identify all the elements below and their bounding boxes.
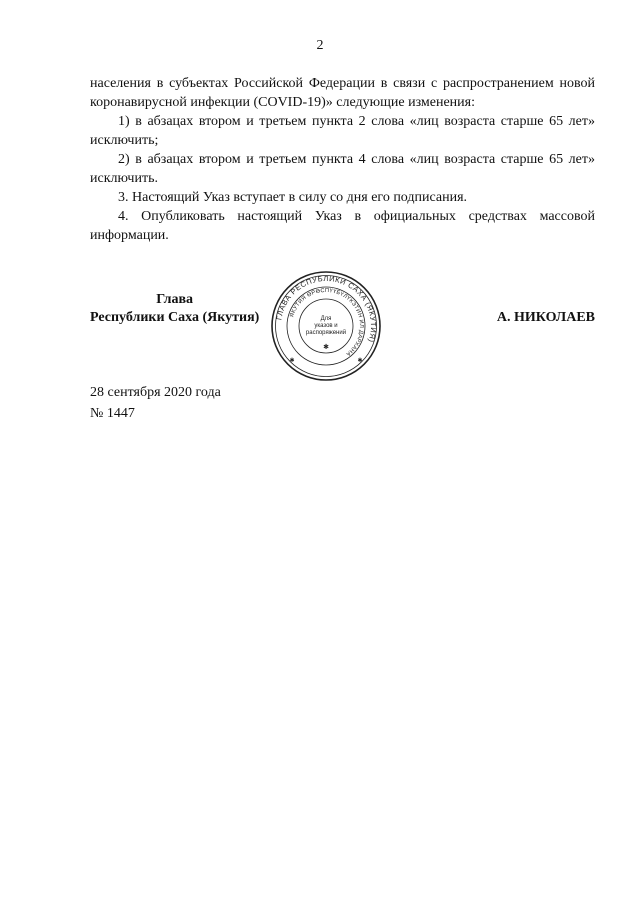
signature-block (90, 273, 595, 386)
signer-title-line1: Глава (156, 292, 194, 307)
paragraph-item-1: 1) в абзацах втором и третьем пункта 2 слова «лиц возраста старше 65 лет» исключить; (90, 114, 595, 148)
document-date: 28 сентября 2020 года (90, 385, 221, 400)
paragraph-item-2: 2) в абзацах втором и третьем пункта 4 слова «лиц возраста старше 65 лет» исключить. (90, 152, 595, 186)
signer-title-line2: Республики Саха (Якутия) (90, 310, 260, 325)
seal-center-line3: распоряжений (305, 330, 347, 336)
paragraph-continuation: населения в субъектах Российской Федерации в связи с распространением новой коронавирусной инфекции (COVID-19)» следующие изменения: (90, 76, 595, 110)
seal-inner-text: ЯКУТИЯ ӨРӨСПҮҮБҮЛҮКЭТИН ИЛ ДАРХАНА (289, 287, 365, 357)
seal-star-icon: ✱ (289, 358, 295, 364)
document-body (90, 74, 595, 245)
paragraph-item-3: 3. Настоящий Указ вступает в силу со дня его подписания. (118, 190, 468, 205)
seal-star-icon: ✱ (323, 344, 329, 351)
document-footer (90, 382, 221, 424)
seal-center-line1: Для (320, 316, 332, 322)
seal-star-icon: ✱ (357, 358, 363, 364)
page-number: 2 (316, 38, 324, 53)
seal-outer-text: ГЛАВА РЕСПУБЛИКИ САХА (ЯКУТИЯ) (274, 273, 379, 344)
paragraph-item-4: 4. Опубликовать настоящий Указ в официальных средствах массовой информации. (90, 209, 595, 243)
signer-name: А. НИКОЛАЕВ (496, 310, 595, 325)
seal-center-line2: указов и (314, 323, 338, 329)
document-number: № 1447 (90, 406, 135, 421)
official-seal (270, 270, 382, 382)
signer-title (90, 291, 259, 327)
seal-graphic (270, 270, 382, 382)
